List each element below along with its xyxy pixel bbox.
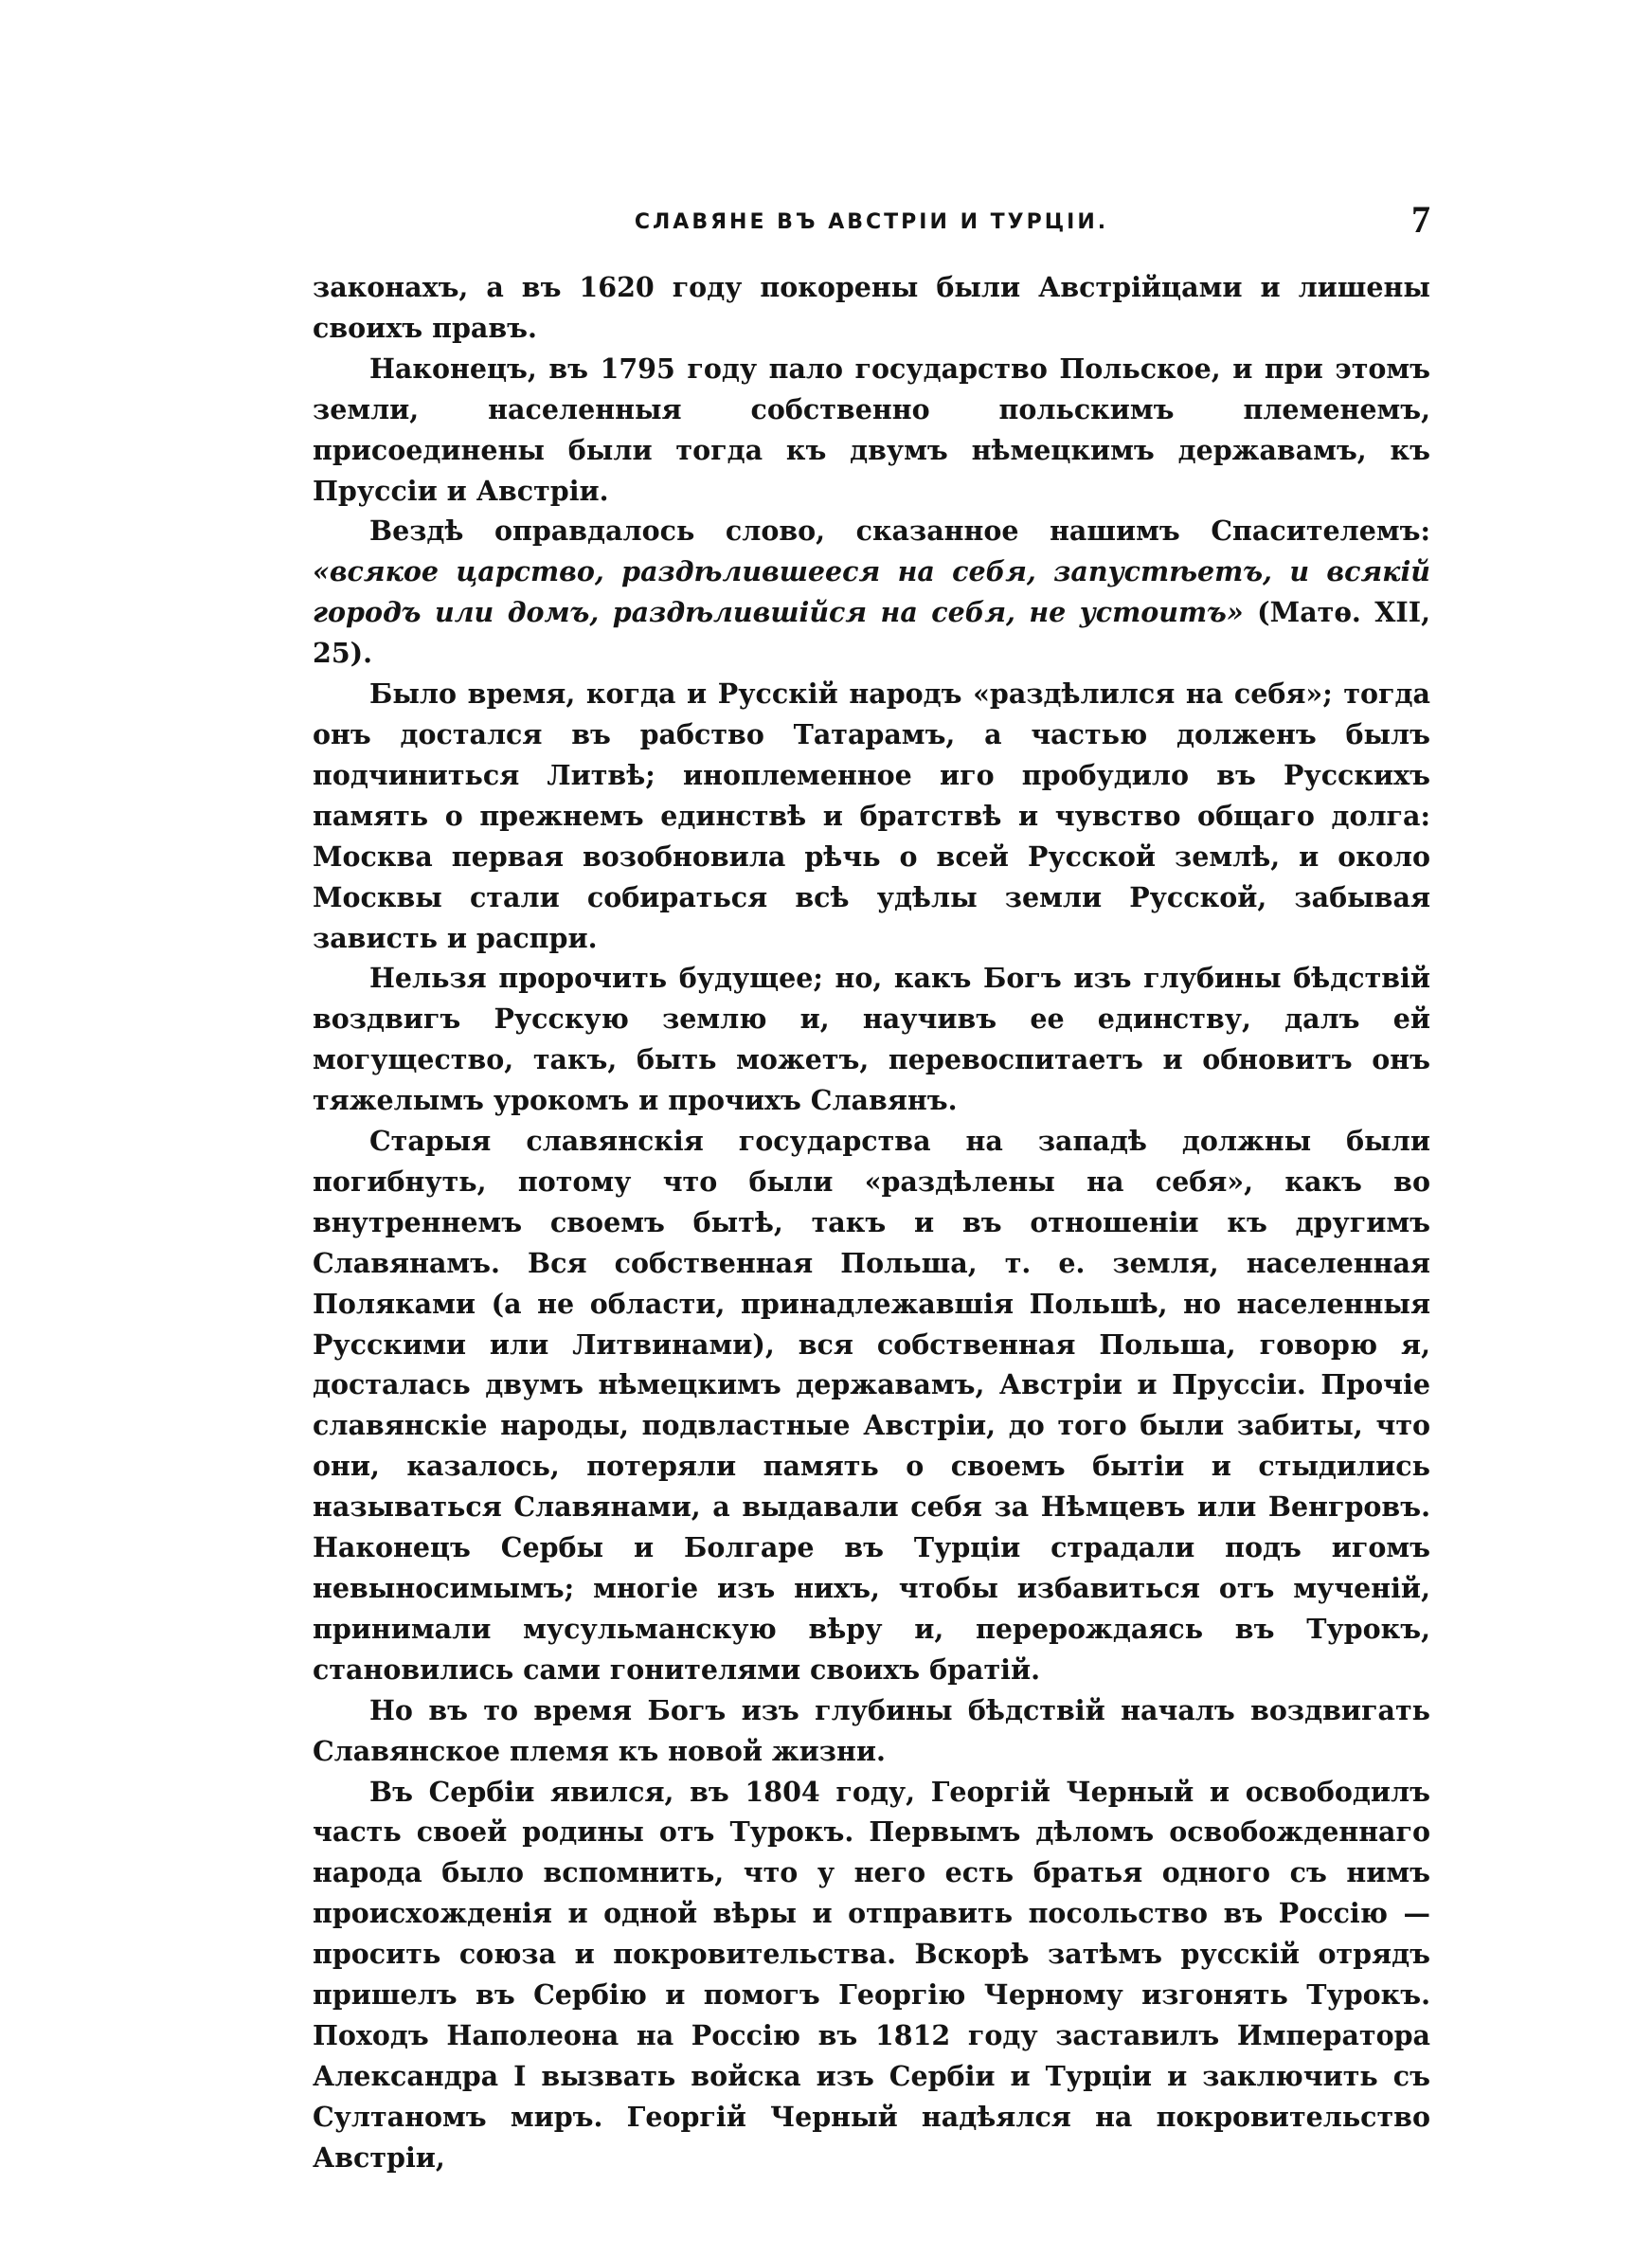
paragraph-4-text: Было время, когда и Русскій народъ «раздѣлился на себя»; тогда онъ достался въ рабство Татарамъ, а частью долженъ былъ подчиниться Литвѣ; иноплеменное иго пробудило въ Русскихъ память о прежнемъ единствѣ и братствѣ и чувство общаго долга: Москва первая возобновила рѣчь о всей Русской землѣ, и около Москвы стали собираться всѣ удѣлы земли Русской, забывая зависть и распри. bbox=[313, 677, 1430, 954]
paragraph-2-text: Наконецъ, въ 1795 году пало государство Польское, и при этомъ земли, населенныя собственно польскимъ племенемъ, присоединены были тогда къ двумъ нѣмецкимъ державамъ, къ Пруссіи и Австріи. bbox=[313, 352, 1430, 507]
body-text bbox=[313, 267, 1430, 2178]
paragraph-6 bbox=[313, 1121, 1430, 1690]
gospel-quote: «всякое царство, раздѣлившееся на себя, запустѣетъ, и всякій городъ или домъ, раздѣлившійся на себя, не устоитъ» bbox=[313, 555, 1430, 629]
paragraph-6-text: Старыя славянскія государства на западѣ должны были погибнуть, потому что были «раздѣлены на себя», какъ во внутреннемъ своемъ бытѣ, такъ и въ отношеніи къ другимъ Славянамъ. Вся собственная Польша, т. е. земля, населенная Поляками (а не области, принадлежавшія Польшѣ, но населенныя Русскими или Литвинами), вся собственная Польша, говорю я, досталась двумъ нѣмецкимъ державамъ, Австріи и Пруссіи. Прочіе славянскіе народы, подвластные Австріи, до того были забиты, что они, казалось, потеряли память о своемъ бытіи и стыдились называться Славянами, а выдавали себя за Нѣмцевъ или Венгровъ. Наконецъ Сербы и Болгаре въ Турціи страдали подъ игомъ невыносимымъ; многіе изъ нихъ, чтобы избавиться отъ мученій, принимали мусульманскую вѣру и, перерождаясь въ Турокъ, становились сами гонителями своихъ братій. bbox=[313, 1125, 1430, 1686]
paragraph-7-text: Но въ то время Богъ изъ глубины бѣдствій началъ воздвигать Славянское племя къ новой жизни. bbox=[313, 1693, 1430, 1767]
paragraph-3-text: Вездѣ оправдалось слово, сказанное нашимъ Спасителемъ: bbox=[369, 515, 1430, 548]
running-title: СЛАВЯНЕ ВЪ АВСТРІИ И ТУРЦІИ. bbox=[634, 210, 1109, 234]
paragraph-7 bbox=[313, 1690, 1430, 1772]
page-number: 7 bbox=[1411, 198, 1430, 241]
paragraph-5-text: Нельзя пророчить будущее; но, какъ Богъ изъ глубины бѣдствій воздвигъ Русскую землю и, научивъ ее единству, далъ ей могущество, такъ, быть можетъ, перевоспитаетъ и обновитъ онъ тяжелымъ урокомъ и прочихъ Славянъ. bbox=[313, 962, 1430, 1117]
paragraph-4 bbox=[313, 674, 1430, 958]
paragraph-2 bbox=[313, 349, 1430, 512]
running-head bbox=[313, 197, 1430, 254]
paragraph-1-text: законахъ, а въ 1620 году покорены были Австрійцами и лишены своихъ правъ. bbox=[313, 271, 1430, 344]
paragraph-3-citation: (Матѳ. XII, 25). bbox=[313, 596, 1430, 670]
paragraph-5 bbox=[313, 958, 1430, 1121]
paragraph-1 bbox=[313, 267, 1430, 349]
paragraph-8-text: Въ Сербіи явился, въ 1804 году, Георгій Черный и освободилъ часть своей родины отъ Турокъ. Первымъ дѣломъ освобожденнаго народа было вспомнить, что у него есть братья одного съ нимъ происхожденія и одной вѣры и отправить посольство въ Россію — просить союза и покровительства. Вскорѣ затѣмъ русскій отрядъ пришелъ въ Сербію и помогъ Георгію Черному изгонять Турокъ. Походъ Наполеона на Россію въ 1812 году заставилъ Императора Александра I вызвать войска изъ Сербіи и Турціи и заключить съ Султаномъ миръ. Георгій Черный надѣялся на покровительство Австріи, bbox=[313, 1775, 1430, 2174]
paragraph-8 bbox=[313, 1772, 1430, 2178]
paragraph-3 bbox=[313, 511, 1430, 674]
